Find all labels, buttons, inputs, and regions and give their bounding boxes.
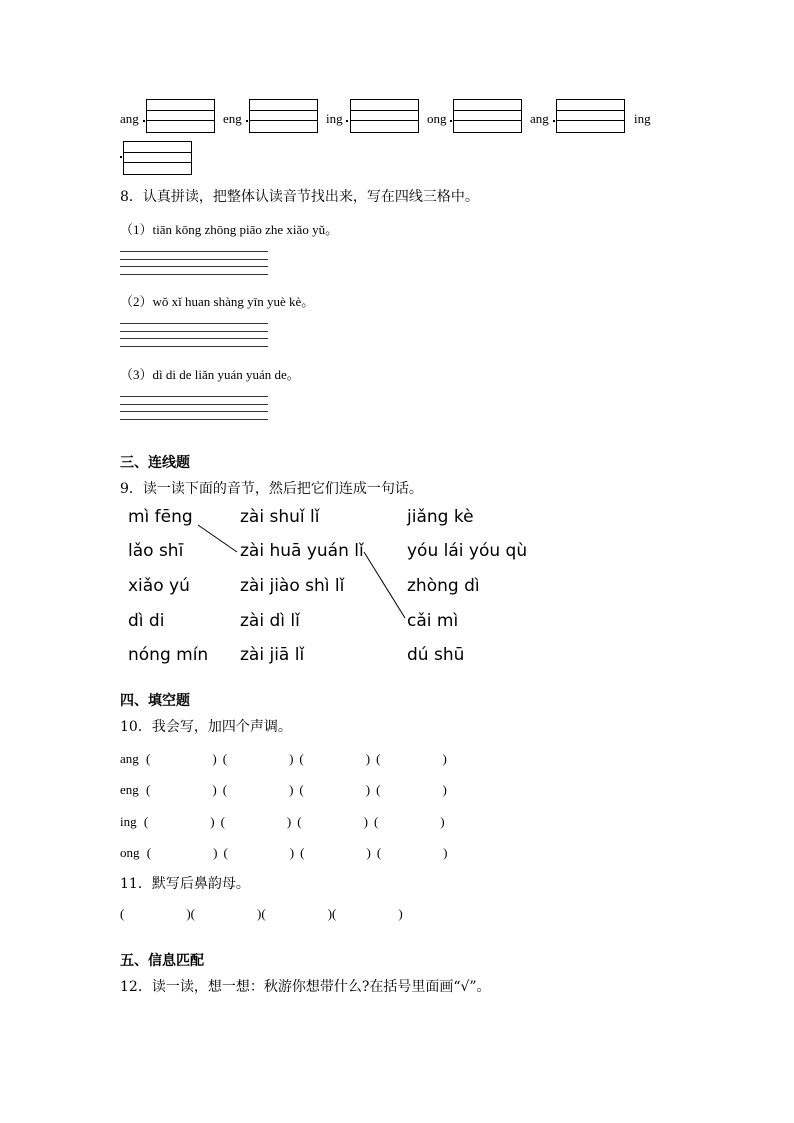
rhyme-label: ang [120,111,139,126]
syllable-col3-4[interactable]: cǎi mì [407,611,459,631]
syllable-col3-1[interactable]: jiǎng kè [407,507,474,527]
section-5-heading: 五、信息匹配 [120,953,204,969]
syllable-col2-4[interactable]: zài dì lǐ [240,611,300,631]
syllable-col3-2[interactable]: yóu lái yóu qù [407,541,528,561]
section-4-heading: 四、填空题 [120,693,190,709]
syllable-col2-2[interactable]: zài huā yuán lǐ [240,541,364,561]
tone-row-label: eng [120,782,139,797]
syllable-col1-5[interactable]: nóng mín [128,645,209,665]
rhyme-label: ing [326,111,343,126]
syllable-col1-3[interactable]: xiǎo yú [128,576,190,596]
syllable-col1-1[interactable]: mì fēng [128,507,193,527]
syllable-col1-2[interactable]: lǎo shī [128,541,184,561]
syllable-col2-5[interactable]: zài jiā lǐ [240,645,305,665]
question-8: 8．认真拼读，把整体认读音节找出来，写在四线三格中。 [120,189,479,205]
question-10: 10．我会写，加四个声调。 [120,719,292,735]
rhyme-label: ang [530,111,549,126]
question-9: 9．读一读下面的音节，然后把它们连成一句话。 [120,481,423,497]
q8-item-3: （3）dì di de liǎn yuán yuán de。 [120,367,300,382]
rhyme-label: eng [223,111,242,126]
question-11: 11．默写后鼻韵母。 [120,876,250,892]
tone-row-label: ong [120,845,140,860]
question-12: 12．读一读，想一想：秋游你想带什么?在括号里面画“√”。 [120,979,491,995]
tone-row-label: ing [120,814,137,829]
tone-row-label: ang [120,751,139,766]
syllable-col2-3[interactable]: zài jiào shì lǐ [240,576,345,596]
tone-row: eng ( ) ( ) ( ) ( ) [120,782,447,797]
syllable-col2-1[interactable]: zài shuǐ lǐ [240,507,320,527]
syllable-col3-5[interactable]: dú shū [407,645,465,665]
q8-item-2: （2）wǒ xǐ huan shàng yīn yuè kè。 [120,294,315,309]
tone-row: ang ( ) ( ) ( ) ( ) [120,751,447,766]
rhyme-label: ing [634,111,651,126]
tone-row: ong ( ) ( ) ( ) ( ) [120,845,448,860]
rhyme-label: ong [427,111,447,126]
connect-line-1 [198,525,237,552]
section-3-heading: 三、连线题 [120,455,190,471]
answer-blanks: ( )( )( )( ) [120,906,403,921]
tone-row: ing ( ) ( ) ( ) ( ) [120,814,445,829]
connect-line-2 [364,552,405,618]
syllable-col1-4[interactable]: dì di [128,611,165,631]
q8-item-1: （1）tiān kōng zhōng piāo zhe xiǎo yǔ。 [120,222,339,237]
syllable-col3-3[interactable]: zhòng dì [407,576,480,596]
